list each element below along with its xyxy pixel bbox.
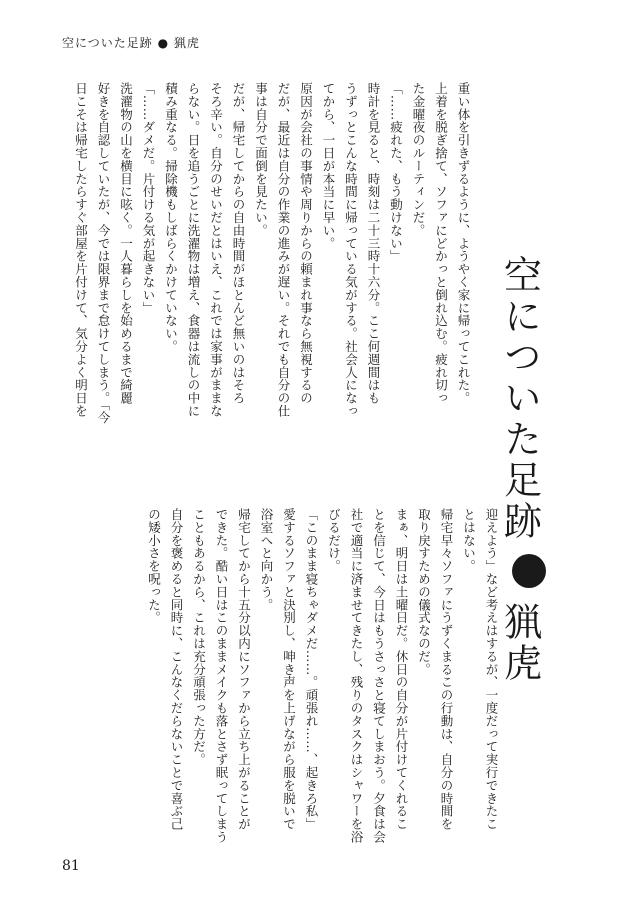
text-line: とはない。 xyxy=(461,508,477,573)
text-line: うずっとこんな時間に帰っている気がする。社会人になっ xyxy=(343,82,359,418)
text-line: 日こそは帰宅したらすぐ部屋を片付けて、気分よく明日を xyxy=(73,82,89,418)
author-name: 猟虎 xyxy=(497,602,542,684)
text-line: らない。日を追うごとに洗濯物は増え、食器は流しの中に xyxy=(186,82,201,418)
text-line: 帰宅してから十五分以内にソファから立ち上がることが xyxy=(236,508,252,831)
title-separator-dot xyxy=(512,554,546,588)
running-head: 空についた足跡 ● 猟虎 xyxy=(62,36,200,50)
text-line: 浴室へと向かう。 xyxy=(259,508,274,612)
text-line: 迎えよう」など考えはするが、一度だって実行できたこ xyxy=(484,508,499,831)
text-line: 積み重なる。掃除機もしばらくかけていない。 xyxy=(163,82,179,353)
text-line: 愛するソファと決別し、呻き声を上げながら服を脱いで xyxy=(281,508,297,831)
text-line: 「……疲れた、もう動けない」 xyxy=(388,82,404,263)
body-text-lower xyxy=(146,508,502,846)
text-line: びるだけ。 xyxy=(326,508,342,573)
text-line: だが、最近は自分の作業の進みが遅い。それでも自分の仕 xyxy=(276,82,291,418)
text-line: 社で適当に済ませてきたし、残りのタスクはシャワーを浴 xyxy=(349,508,364,844)
text-line: 好きを自認していたが、今では限界まで怠けてしまう。「今 xyxy=(96,82,111,425)
text-line: そろ辛い。自分のせいだとはいえ、これでは家事がままな xyxy=(208,82,224,418)
text-line: 「……ダメだ。片付ける気が起きない」 xyxy=(141,82,156,315)
text-line: 自分を褒めると同時に、こんなくだらないことで喜ぶ己 xyxy=(169,508,184,831)
text-line: 帰宅早々ソファにうずくまるこの行動は、自分の時間を xyxy=(439,508,454,831)
text-line: 重い体を引きずるように、ようやく家に帰ってこれた。 xyxy=(456,82,471,405)
text-line: とを信じて、今日はもうさっさと寝てしまおう。夕食は会 xyxy=(371,508,387,844)
text-line: てから、一日が本当に早い。 xyxy=(321,82,336,250)
text-line: 原因が会社の事情や周りからの頼まれ事なら無視するの xyxy=(298,82,314,405)
text-line: できた。酷い日はこのままメイクも落とさず眠ってしまう xyxy=(214,508,229,844)
text-line: の矮小さを呪った。 xyxy=(146,508,162,625)
text-line: まぁ、明日は土曜日だ。休日の自分が片付けてくれるこ xyxy=(394,508,409,831)
text-line: 事は自分で面倒を見たい。 xyxy=(253,82,269,237)
text-line: だが、帰宅してからの自由時間がほとんど無いのはそろ xyxy=(231,82,246,405)
text-line: 「このまま寝ちゃダメだ……。頑張れ……、起きろ私」 xyxy=(304,508,319,831)
text-line: 上着を脱ぎ捨て、ソファにどかっと倒れ込む。疲れ切っ xyxy=(433,82,449,405)
story-title: 空についた足跡 xyxy=(497,255,542,542)
text-line: 洗濯物の山を横目に呟く。一人暮らしを始めるまで綺麗 xyxy=(118,82,134,405)
body-text-upper xyxy=(66,82,474,425)
story-title-block xyxy=(497,255,547,684)
text-line: 時計を見ると、時刻は二十三時十六分。ここ何週間はも xyxy=(366,82,381,405)
text-line: 取り戻すための儀式なのだ。 xyxy=(416,508,432,676)
page-number: 81 xyxy=(62,858,80,874)
text-line: た金曜夜のルーティンだ。 xyxy=(411,82,426,237)
text-line: こともあるから、これは充分頑張った方だ。 xyxy=(191,508,207,766)
